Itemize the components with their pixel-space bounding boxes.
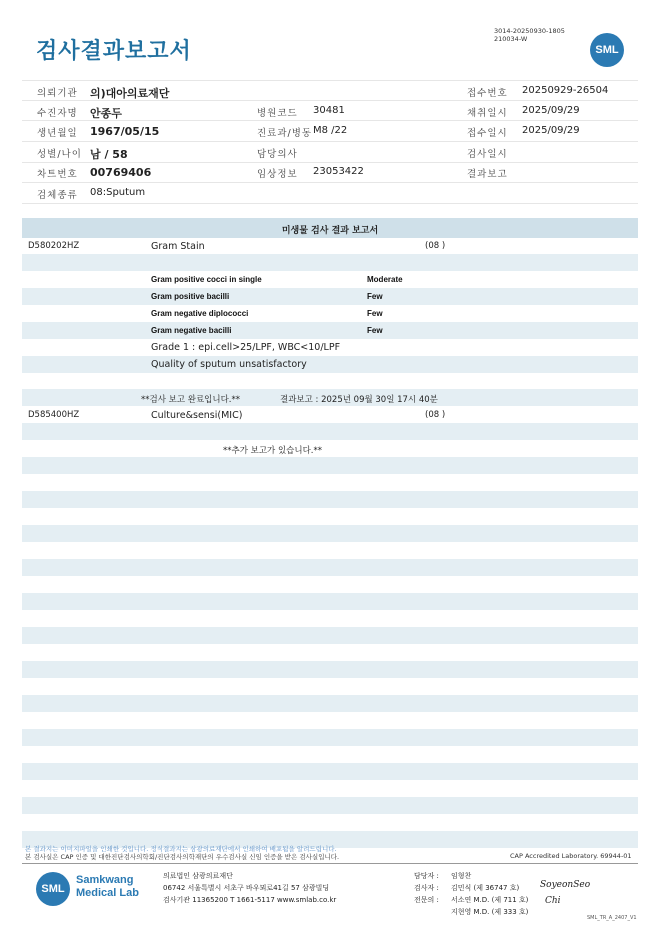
dept-value: M8 /22 [313, 125, 348, 136]
test2-code: D585400HZ [28, 410, 80, 420]
form-code: SML_TR_A_2407_V1 [587, 915, 637, 921]
gram-row-name: Gram positive bacilli [151, 292, 230, 301]
row-band [22, 559, 638, 576]
test2-specimen: (08 ) [425, 410, 446, 420]
clinical-label: 임상정보 [257, 169, 298, 180]
row-band [22, 797, 638, 814]
gram-row-name: Gram positive cocci in single [151, 275, 262, 284]
row-band [22, 457, 638, 474]
specimen-value: 08:Sputum [90, 187, 146, 198]
birth-label: 생년월일 [37, 128, 78, 139]
collection-date-label: 채취일시 [467, 108, 508, 119]
row-band [22, 729, 638, 746]
row-band [22, 695, 638, 712]
test1-code: D580202HZ [28, 241, 80, 251]
row-band [22, 322, 638, 339]
gram-row-name: Gram negative diplococci [151, 309, 249, 318]
additional-note: **추가 보고가 있습니다.** [223, 446, 323, 456]
row-band [22, 525, 638, 542]
reception-date-label: 접수일시 [467, 128, 508, 139]
signature-1: SoyeonSeo [540, 880, 591, 890]
doctor-label: 담당의사 [257, 149, 298, 160]
grade-text: Grade 1 : epi.cell>25/LPF, WBC<10/LPF [151, 342, 341, 353]
test2-name: Culture&sensi(MIC) [151, 410, 243, 421]
gram-row-result: Few [367, 292, 383, 301]
test1-name: Gram Stain [151, 241, 205, 252]
org-name: 의료법인 삼광의료재단 [163, 872, 233, 880]
row-band [22, 627, 638, 644]
specialist1-value: 서소연 M.D. (제 711 호) [451, 896, 529, 904]
row-band [22, 423, 638, 440]
specimen-label: 검체종류 [37, 190, 78, 201]
print-notice: 본 결과지는 이미지파일을 인쇄한 것입니다. 정식결과지는 삼광의료재단에서 인쇄하여 배포됨을 알려드립니다. [25, 845, 337, 853]
sex-age-label: 성별/나이 [37, 149, 82, 160]
reception-date-value: 2025/09/29 [522, 125, 580, 136]
row-band [22, 763, 638, 780]
row-band [22, 491, 638, 508]
quality-text: Quality of sputum unsatisfactory [151, 359, 307, 370]
hospital-code-label: 병원코드 [257, 108, 298, 119]
section-title: 미생물 검사 결과 보고서 [281, 226, 379, 236]
complete-note: **검사 보고 완료입니다.** [141, 395, 241, 405]
patient-label: 수진자명 [37, 108, 78, 119]
sml-logo-mark-icon: SML [36, 872, 70, 906]
document-id: 3014-20250930-1805 210034-W [494, 27, 565, 43]
report-time: 결과보고 : 2025년 09월 30일 17시 40분 [280, 395, 438, 405]
reception-no-label: 접수번호 [467, 88, 508, 99]
reception-no-value: 20250929-26504 [522, 85, 609, 96]
collection-date-value: 2025/09/29 [522, 105, 580, 116]
manager-value: 임형찬 [451, 872, 472, 880]
institution-label: 의뢰기관 [37, 88, 78, 99]
cap-accreditation: CAP Accredited Laboratory. 69944-01 [510, 852, 632, 860]
clinical-value: 23053422 [313, 166, 364, 177]
chart-no-value: 00769406 [90, 166, 152, 179]
gram-row-name: Gram negative bacilli [151, 326, 232, 335]
chart-no-label: 차트번호 [37, 169, 78, 180]
patient-value: 안종두 [90, 107, 122, 120]
gram-row-result: Moderate [367, 275, 403, 284]
specialist-label: 전문의 : [414, 896, 439, 904]
lab-logo-text: Samkwang Medical Lab [76, 874, 139, 899]
institution-value: 의)대아의료재단 [90, 87, 170, 100]
row-band [22, 661, 638, 678]
gram-row-result: Few [367, 309, 383, 318]
hospital-code-value: 30481 [313, 105, 345, 116]
org-address: 06742 서울특별시 서초구 바우뫼로41길 57 삼광빌딩 [163, 884, 330, 892]
row-band [22, 356, 638, 373]
tester-label: 검사자 : [414, 884, 439, 892]
row-band [22, 593, 638, 610]
result-report-label: 결과보고 [467, 169, 508, 180]
sml-logo-icon: SML [590, 33, 624, 67]
row-band [22, 254, 638, 271]
test-date-label: 검사일시 [467, 149, 508, 160]
tester-value: 김민식 (제 36747 호) [451, 884, 520, 892]
report-title: 검사결과보고서 [36, 39, 192, 64]
org-contact: 검사기관 11365200 T 1661-5117 www.smlab.co.kr [163, 896, 337, 904]
gram-row-result: Few [367, 326, 383, 335]
sex-age-value: 남 / 58 [90, 148, 128, 161]
certification-text: 본 검사실은 CAP 인증 및 대한진단검사의학회/진단검사의학재단의 우수검사실 신임 인증을 받은 검사실입니다. [25, 853, 340, 861]
dept-label: 진료과/병동 [257, 128, 313, 139]
signature-2: Chi [545, 896, 561, 906]
manager-label: 담당자 : [414, 872, 439, 880]
row-band [22, 288, 638, 305]
test1-specimen: (08 ) [425, 241, 446, 251]
header-divider [22, 80, 638, 81]
footer-divider [22, 863, 638, 864]
birth-value: 1967/05/15 [90, 125, 160, 138]
specialist2-value: 지현영 M.D. (제 333 호) [451, 908, 529, 916]
